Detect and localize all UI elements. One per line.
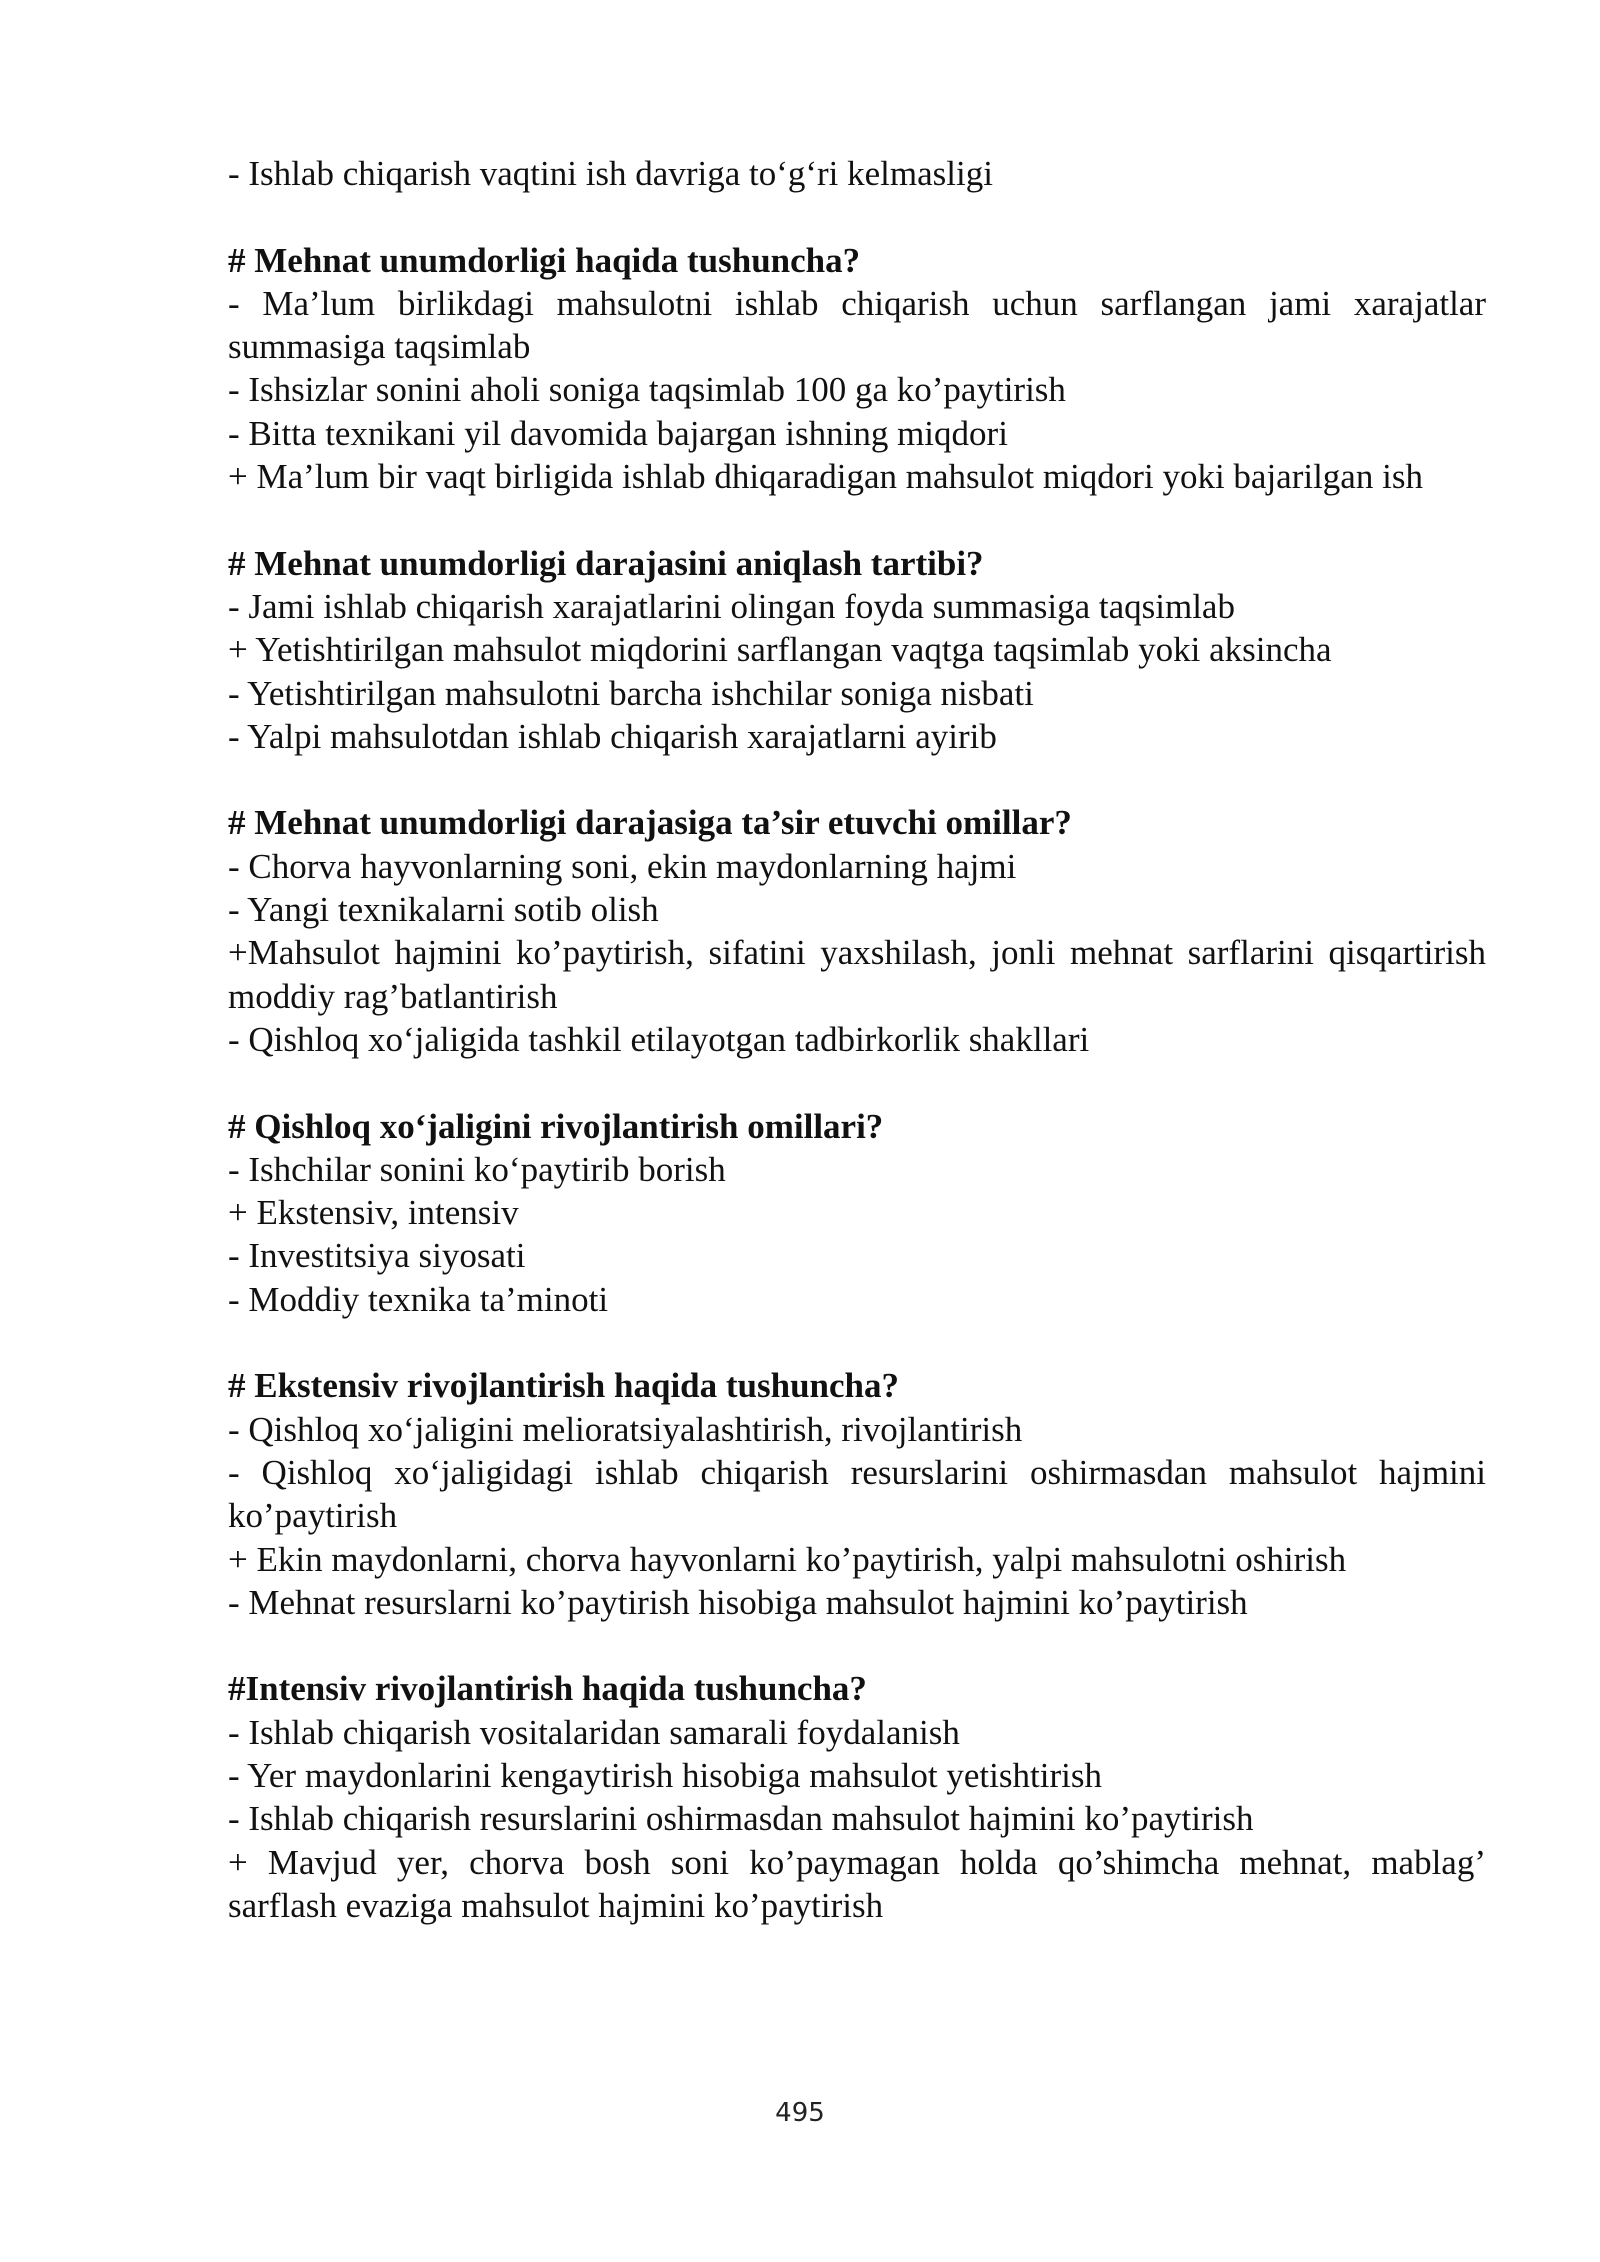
question-title: # Mehnat unumdorligi darajasiga ta’sir etuvchi omillar? <box>228 803 1072 843</box>
page-number: 495 <box>775 2098 825 2128</box>
answer-option: - Yangi texnikalarni sotib olish <box>228 890 659 930</box>
answer-option: - Jami ishlab chiqarish xarajatlarini olingan foyda summasiga taqsimlab <box>228 586 1235 626</box>
question-title: # Qishloq xo‘jaligini rivojlantirish omillari? <box>228 1106 884 1146</box>
question-title: # Mehnat unumdorligi haqida tushuncha? <box>228 240 861 280</box>
question-title: # Ekstensiv rivojlantirish haqida tushuncha? <box>228 1366 900 1406</box>
answer-option: - Investitsiya siyosati <box>228 1236 526 1276</box>
answer-option: - Ishsizlar sonini aholi soniga taqsimlab 100 ga ko’paytirish <box>228 370 1066 410</box>
question-block <box>228 801 1486 1061</box>
answer-option: - Qishloq xo‘jaligida tashkil etilayotgan tadbirkorlik shakllari <box>228 1019 1090 1059</box>
page-content <box>228 152 1486 1927</box>
answer-option-correct: + Ekstensiv, intensiv <box>228 1193 519 1233</box>
answer-option-correct: + Ekin maydonlarni, chorva hayvonlarni ko’paytirish, yalpi mahsulotni oshirish <box>228 1539 1347 1579</box>
answer-option: - Yalpi mahsulotdan ishlab chiqarish xarajatlarni ayirib <box>228 716 997 756</box>
answer-option-correct: + Ma’lum bir vaqt birligida ishlab dhiqaradigan mahsulot miqdori yoki bajarilgan ish <box>228 457 1423 497</box>
answer-option-correct: + Yetishtirilgan mahsulot miqdorini sarflangan vaqtga taqsimlab yoki aksincha <box>228 630 1332 670</box>
answer-option: - Moddiy texnika ta’minoti <box>228 1279 609 1319</box>
answer-option: - Qishloq xo‘jaligidagi ishlab chiqarish resurslarini oshirmasdan mahsulot hajmini ko’paytirish <box>228 1452 1486 1536</box>
answer-option: - Yetishtirilgan mahsulotni barcha ishchilar soniga nisbati <box>228 673 1034 713</box>
question-block <box>228 1667 1486 1927</box>
intro-line: - Ishlab chiqarish vaqtini ish davriga to‘g‘ri kelmasligi <box>228 154 993 193</box>
answer-option: - Ma’lum birlikdagi mahsulotni ishlab chiqarish uchun sarflangan jami xarajatlar summasiga taqsimlab <box>228 283 1486 367</box>
question-block <box>228 542 1486 758</box>
answer-option-correct: +Mahsulot hajmini ko’paytirish, sifatini yaxshilash, jonli mehnat sarflarini qisqartirish moddiy rag’batlantirish <box>228 933 1486 1016</box>
question-block <box>228 1364 1486 1624</box>
answer-option: - Bitta texnikani yil davomida bajargan ishning miqdori <box>228 413 1008 453</box>
answer-option-correct: + Mavjud yer, chorva bosh soni ko’paymagan holda qo’shimcha mehnat, mablag’ sarflash evaziga mahsulot hajmini ko’paytirish <box>228 1842 1486 1925</box>
answer-option: - Chorva hayvonlarning soni, ekin maydonlarning hajmi <box>228 846 1017 886</box>
answer-option: - Qishloq xo‘jaligini melioratsiyalashtirish, rivojlantirish <box>228 1409 1023 1449</box>
question-block <box>228 239 1486 499</box>
question-title: # Mehnat unumdorligi darajasini aniqlash tartibi? <box>228 543 984 583</box>
question-title: #Intensiv rivojlantirish haqida tushuncha? <box>228 1669 867 1709</box>
answer-option: - Ishchilar sonini ko‘paytirib borish <box>228 1149 726 1189</box>
answer-option: - Mehnat resurslarni ko’paytirish hisobiga mahsulot hajmini ko’paytirish <box>228 1582 1248 1622</box>
answer-option: - Ishlab chiqarish vositalaridan samarali foydalanish <box>228 1712 960 1752</box>
answer-option: - Ishlab chiqarish resurslarini oshirmasdan mahsulot hajmini ko’paytirish <box>228 1799 1254 1839</box>
answer-option: - Yer maydonlarini kengaytirish hisobiga mahsulot yetishtirish <box>228 1755 1102 1795</box>
question-block <box>228 1105 1486 1321</box>
